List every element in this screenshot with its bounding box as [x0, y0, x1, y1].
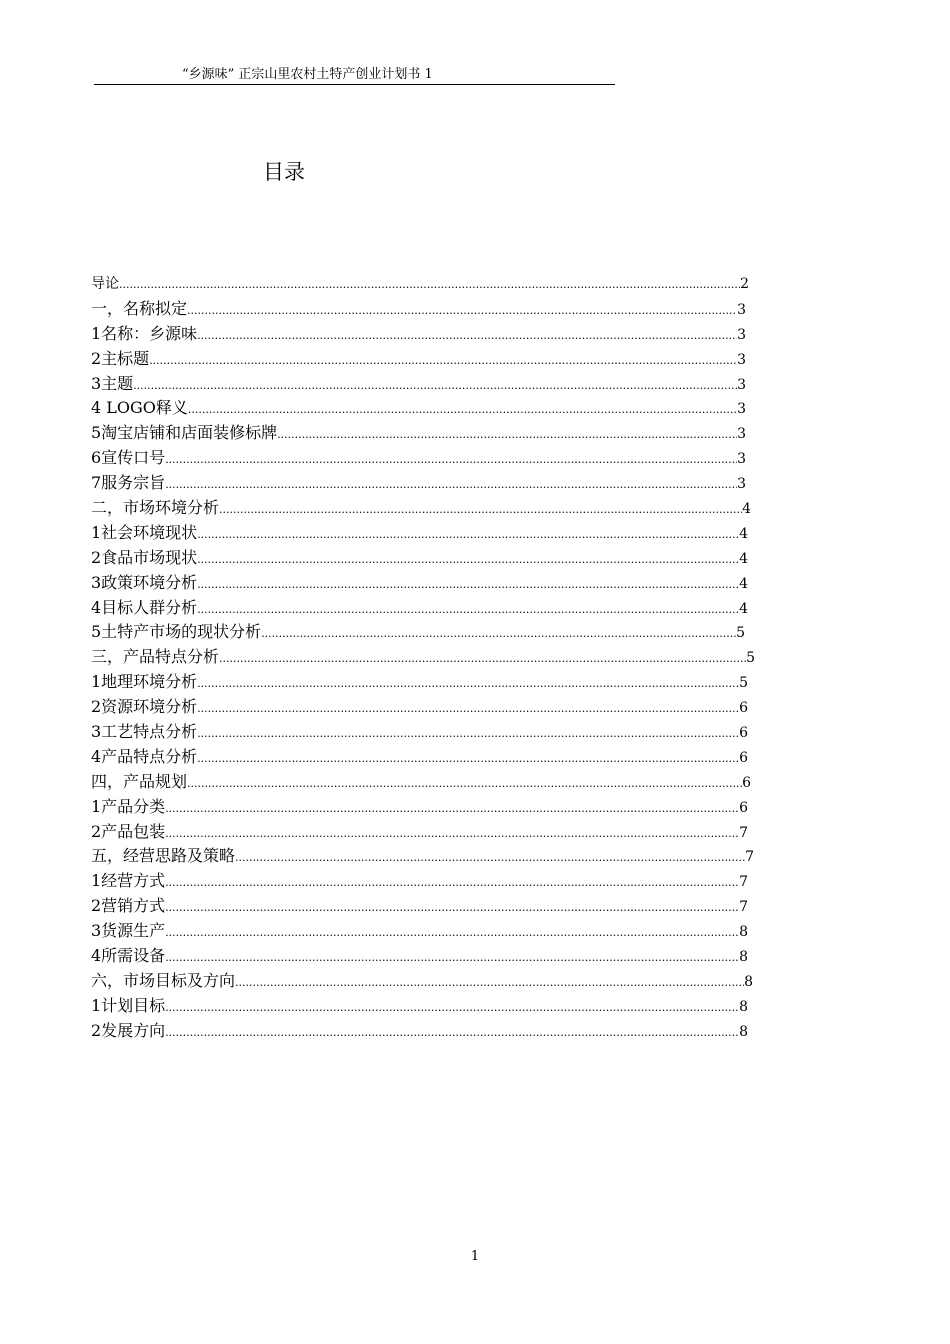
toc-leader-dots — [197, 598, 739, 621]
toc-entry-page: 3 — [737, 326, 746, 343]
toc-entry[interactable] — [91, 521, 748, 546]
toc-entry[interactable] — [91, 297, 746, 322]
toc-entry-page: 5 — [739, 675, 748, 692]
toc-title: 目录 — [263, 160, 305, 184]
toc-entry-page: 5 — [746, 650, 755, 667]
toc-leader-dots — [165, 871, 739, 894]
toc-entry-label: 5土特产市场的现状分析 — [91, 622, 262, 642]
toc-entry-label: 导论 — [91, 276, 119, 292]
toc-entry-label: 1产品分类 — [91, 796, 166, 816]
toc-entry[interactable] — [91, 869, 748, 894]
toc-entry[interactable] — [91, 820, 748, 845]
toc-entry-label: 六，市场目标及方向 — [91, 970, 236, 990]
toc-leader-dots — [165, 448, 737, 471]
toc-entry-label: 2食品市场现状 — [91, 547, 198, 567]
toc-entry-label: 2产品包装 — [91, 821, 166, 841]
toc-entry-page: 3 — [737, 301, 746, 318]
toc-entry-label: 2资源环境分析 — [91, 697, 198, 717]
toc-leader-dots — [197, 324, 737, 347]
toc-entry-label: 2主标题 — [91, 348, 150, 368]
page-header — [94, 66, 615, 85]
toc-leader-dots — [187, 299, 737, 322]
toc-entry[interactable] — [91, 620, 745, 645]
toc-entry-label: 一，名称拟定 — [91, 298, 188, 318]
toc-leader-dots — [187, 772, 742, 795]
toc-leader-dots — [119, 273, 740, 297]
toc-entry[interactable] — [91, 1019, 748, 1044]
toc-leader-dots — [149, 349, 737, 372]
toc-entry-page: 4 — [739, 525, 748, 542]
toc-entry[interactable] — [91, 670, 748, 695]
toc-entry-label: 2营销方式 — [91, 896, 166, 916]
toc-entry-page: 6 — [739, 725, 748, 742]
toc-leader-dots — [261, 622, 736, 645]
toc-entry-page: 3 — [737, 401, 746, 418]
toc-leader-dots — [165, 946, 739, 969]
toc-leader-dots — [277, 423, 737, 446]
toc-leader-dots — [235, 971, 744, 994]
toc-entry-page: 7 — [745, 849, 754, 866]
toc-leader-dots — [235, 846, 745, 869]
toc-entry-label: 3货源生产 — [91, 921, 166, 941]
toc-entry-page: 6 — [739, 700, 748, 717]
toc-entry-label: 1社会环境现状 — [91, 522, 198, 542]
toc-entry[interactable] — [91, 322, 746, 347]
toc-entry-page: 7 — [739, 874, 748, 891]
toc-entry[interactable] — [91, 272, 749, 297]
toc-entry[interactable] — [91, 596, 748, 621]
toc-entry-page: 2 — [740, 276, 749, 292]
toc-entry-label: 3政策环境分析 — [91, 572, 198, 592]
toc-entry-page: 3 — [737, 451, 746, 468]
toc-leader-dots — [197, 722, 739, 745]
toc-entry[interactable] — [91, 347, 746, 372]
toc-entry[interactable] — [91, 944, 748, 969]
page-number: 1 — [470, 1249, 480, 1264]
toc-entry-label: 1经营方式 — [91, 871, 166, 891]
toc-entry-page: 5 — [736, 625, 745, 642]
toc-entry[interactable] — [91, 894, 748, 919]
toc-leader-dots — [165, 921, 739, 944]
toc-entry-page: 4 — [739, 575, 748, 592]
toc-entry[interactable] — [91, 919, 748, 944]
header-title: “乡源味” 正宗山里农村土特产创业计划书 1 — [182, 67, 433, 82]
toc-entry-label: 7服务宗旨 — [91, 473, 166, 493]
toc-leader-dots — [165, 822, 739, 845]
toc-entry-label: 4 LOGO释义 — [91, 398, 188, 418]
toc-entry[interactable] — [91, 421, 746, 446]
toc-leader-dots — [219, 498, 742, 521]
toc-entry-page: 3 — [737, 476, 746, 493]
toc-leader-dots — [188, 398, 737, 421]
toc-entry[interactable] — [91, 546, 748, 571]
toc-entry-page: 4 — [742, 501, 751, 518]
toc-leader-dots — [197, 672, 739, 695]
toc-entry[interactable] — [91, 745, 748, 770]
toc-entry[interactable] — [91, 795, 748, 820]
toc-entry-page: 3 — [737, 376, 746, 393]
toc-entry[interactable] — [91, 720, 748, 745]
toc-entry-page: 7 — [739, 899, 748, 916]
toc-entry-label: 1名称：乡源味 — [91, 323, 198, 343]
toc-entry[interactable] — [91, 571, 748, 596]
toc-entry-label: 4所需设备 — [91, 946, 166, 966]
toc-entry[interactable] — [91, 844, 754, 869]
toc-leader-dots — [219, 647, 746, 670]
toc-entry[interactable] — [91, 994, 748, 1019]
toc-entry-label: 1地理环境分析 — [91, 672, 198, 692]
toc-leader-dots — [165, 797, 739, 820]
toc-entry[interactable] — [91, 446, 746, 471]
toc-entry[interactable] — [91, 770, 751, 795]
toc-entry-label: 3工艺特点分析 — [91, 722, 198, 742]
toc-entry-label: 4产品特点分析 — [91, 746, 198, 766]
toc-entry-label: 二，市场环境分析 — [91, 498, 220, 518]
toc-entry-label: 五，经营思路及策略 — [91, 846, 236, 866]
toc-entry[interactable] — [91, 396, 746, 421]
toc-entry-label: 1计划目标 — [91, 995, 166, 1015]
toc-entry-page: 8 — [744, 973, 753, 990]
toc-entry-page: 8 — [739, 998, 748, 1015]
toc-leader-dots — [197, 573, 739, 596]
toc-entry[interactable] — [91, 496, 751, 521]
toc-entry-page: 6 — [739, 749, 748, 766]
toc-entry-page: 8 — [739, 924, 748, 941]
toc-entry-page: 4 — [739, 600, 748, 617]
toc-entry-page: 8 — [739, 949, 748, 966]
toc-entry[interactable] — [91, 471, 746, 496]
toc-leader-dots — [165, 896, 739, 919]
toc-entry-label: 6宣传口号 — [91, 448, 166, 468]
table-of-contents — [91, 272, 755, 1044]
toc-entry-label: 四，产品规划 — [91, 771, 188, 791]
toc-entry[interactable] — [91, 969, 753, 994]
toc-leader-dots — [165, 996, 739, 1019]
toc-entry-label: 3主题 — [91, 373, 134, 393]
toc-entry-page: 6 — [739, 799, 748, 816]
toc-entry-label: 5淘宝店铺和店面装修标牌 — [91, 423, 278, 443]
toc-leader-dots — [197, 523, 739, 546]
toc-entry[interactable] — [91, 695, 748, 720]
toc-leader-dots — [197, 697, 739, 720]
toc-leader-dots — [165, 473, 737, 496]
toc-leader-dots — [197, 747, 739, 770]
toc-entry-page: 6 — [742, 774, 751, 791]
toc-leader-dots — [133, 374, 737, 397]
toc-leader-dots — [165, 1021, 739, 1044]
toc-entry-page: 4 — [739, 550, 748, 567]
toc-entry[interactable] — [91, 372, 746, 397]
toc-entry[interactable] — [91, 645, 755, 670]
toc-entry-page: 7 — [739, 824, 748, 841]
toc-entry-page: 3 — [737, 426, 746, 443]
toc-entry-page: 8 — [739, 1023, 748, 1040]
toc-entry-label: 2发展方向 — [91, 1020, 166, 1040]
toc-entry-label: 4目标人群分析 — [91, 597, 198, 617]
toc-entry-page: 3 — [737, 351, 746, 368]
toc-entry-label: 三，产品特点分析 — [91, 647, 220, 667]
toc-leader-dots — [197, 548, 739, 571]
